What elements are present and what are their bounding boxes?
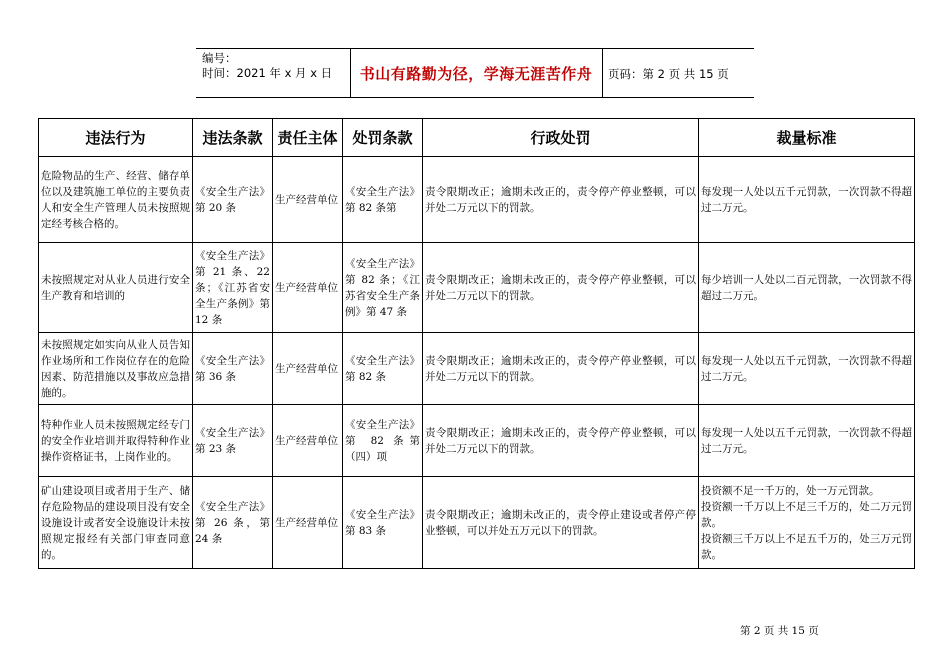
cell-clause: 《安全生产法》第 21 条、22 条；《江苏省安全生产条例》第 12 条	[193, 243, 273, 333]
standard-line: 每发现一人处以五千元罚款，一次罚款不得超过二万元。	[701, 354, 912, 383]
column-header-penalty-clause: 处罚条款	[343, 119, 423, 157]
header-divider	[602, 49, 603, 97]
cell-clause: 《安全生产法》第 20 条	[193, 157, 273, 243]
document-time-label: 时间：2021 年 x 月 x 日	[202, 66, 333, 80]
table-row	[39, 477, 915, 569]
table-header-row	[39, 119, 915, 157]
penalty-table	[38, 118, 915, 569]
cell-standard	[699, 243, 915, 333]
page-footer: 第 2 页 共 15 页	[740, 625, 819, 637]
document-number-label: 编号：	[202, 51, 237, 65]
standard-line: 投资额不足一千万的，处一万元罚款。	[701, 484, 880, 497]
table-row	[39, 405, 915, 477]
standard-line: 投资额三千万以上不足五千万的，处三万元罚款。	[701, 532, 912, 561]
standard-line: 投资额一千万以上不足三千万的，处二万元罚款。	[701, 500, 912, 529]
table-row	[39, 333, 915, 405]
document-header	[196, 48, 754, 98]
cell-subject: 生产经营单位	[273, 333, 343, 405]
cell-clause: 《安全生产法》第 36 条	[193, 333, 273, 405]
cell-penalty: 责令限期改正；逾期未改正的，责令停产停业整顿，可以并处二万元以下的罚款。	[423, 243, 699, 333]
header-meta	[202, 51, 352, 81]
cell-penalty-clause: 《安全生产法》第 82 条；《江苏省安全生产条例》第 47 条	[343, 243, 423, 333]
cell-behavior: 未按照规定如实向从业人员告知作业场所和工作岗位存在的危险因素、防范措施以及事故应急措施的。	[39, 333, 193, 405]
cell-behavior: 未按照规定对从业人员进行安全生产教育和培训的	[39, 243, 193, 333]
cell-standard	[699, 405, 915, 477]
cell-subject: 生产经营单位	[273, 157, 343, 243]
table-row	[39, 243, 915, 333]
cell-penalty: 责令限期改正；逾期未改正的，责令停产停业整顿，可以并处二万元以下的罚款。	[423, 333, 699, 405]
standard-line: 每少培训一人处以二百元罚款，一次罚款不得超过二万元。	[701, 273, 912, 302]
header-page-label: 页码：第 2 页 共 15 页	[608, 67, 729, 81]
column-header-standard: 裁量标准	[699, 119, 915, 157]
cell-clause: 《安全生产法》第 23 条	[193, 405, 273, 477]
table-row	[39, 157, 915, 243]
cell-penalty: 责令限期改正；逾期未改正的，责令停产停业整顿，可以并处二万元以下的罚款。	[423, 405, 699, 477]
cell-penalty: 责令限期改正；逾期未改正的，责令停产停业整顿，可以并处二万元以下的罚款。	[423, 157, 699, 243]
cell-standard	[699, 157, 915, 243]
cell-subject: 生产经营单位	[273, 405, 343, 477]
cell-penalty-clause: 《安全生产法》第 82 条	[343, 333, 423, 405]
column-header-penalty: 行政处罚	[423, 119, 699, 157]
column-header-subject: 责任主体	[273, 119, 343, 157]
column-header-clause: 违法条款	[193, 119, 273, 157]
cell-behavior: 矿山建设项目或者用于生产、储存危险物品的建设项目没有安全设施设计或者安全设施设计未按照规定报经有关部门审查同意的。	[39, 477, 193, 569]
cell-behavior: 特种作业人员未按照规定经专门的安全作业培训并取得特种作业操作资格证书，上岗作业的。	[39, 405, 193, 477]
header-motto: 书山有路勤为径，学海无涯苦作舟	[359, 65, 593, 83]
cell-penalty-clause: 《安全生产法》第 83 条	[343, 477, 423, 569]
cell-subject: 生产经营单位	[273, 243, 343, 333]
standard-line: 每发现一人处以五千元罚款，一次罚款不得超过二万元。	[701, 185, 912, 214]
cell-standard	[699, 333, 915, 405]
cell-clause: 《安全生产法》第 26 条，第 24 条	[193, 477, 273, 569]
standard-line: 每发现一人处以五千元罚款，一次罚款不得超过二万元。	[701, 426, 912, 455]
cell-behavior: 危险物品的生产、经营、储存单位以及建筑施工单位的主要负责人和安全生产管理人员未按照规定经考核合格的。	[39, 157, 193, 243]
cell-penalty-clause: 《安全生产法》第 82 条第	[343, 157, 423, 243]
cell-penalty: 责令限期改正；逾期未改正的，责令停止建设或者停产停业整顿，可以并处五万元以下的罚款。	[423, 477, 699, 569]
cell-standard	[699, 477, 915, 569]
column-header-behavior: 违法行为	[39, 119, 193, 157]
cell-penalty-clause: 《安全生产法》第 82 条第（四）项	[343, 405, 423, 477]
cell-subject: 生产经营单位	[273, 477, 343, 569]
